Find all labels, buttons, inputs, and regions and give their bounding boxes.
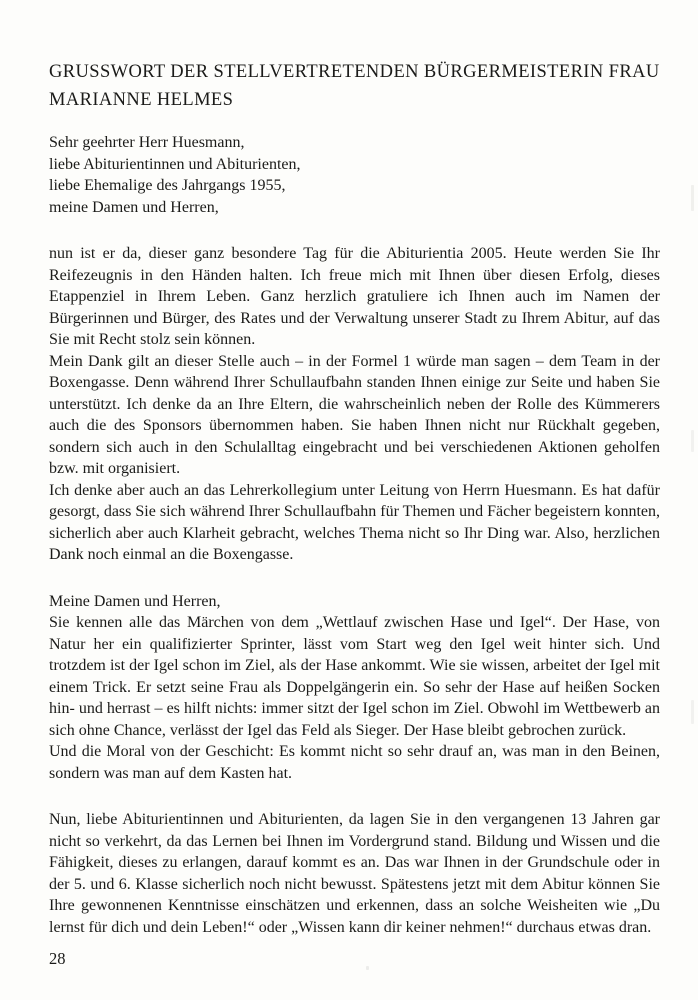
paragraph-congratulations: nun ist er da, dieser ganz besondere Tag für die Abiturientia 2005. Heute werden Sie Ihr Reifezeugnis in den Händen halten. Ich freue mich mit Ihnen über diesen Erfolg, dieses Etappenziel in Ihrem Leben. Ganz herzlich gratuliere ich Ihnen auch im Namen der Bürgerinnen und Bürger, des Rates und der Verwaltung unserer Stadt zu Ihrem Abitur, auf das Sie mit Recht stolz sein können.	[49, 245, 660, 348]
salutation-line: meine Damen und Herren,	[49, 198, 219, 216]
page-title	[49, 58, 660, 114]
body-section-fable	[49, 591, 660, 785]
scan-artifact	[691, 185, 694, 211]
scan-artifact	[366, 966, 369, 970]
salutation-block	[49, 132, 660, 218]
paragraph-closing: Nun, liebe Abiturientinnen und Abiturienten, da lagen Sie in den vergangenen 13 Jahren gar nicht so verkehrt, da das Lernen bei Ihnen im Vordergrund stand. Bildung und Wissen und die Fähigkeit, dieses zu erlangen, darauf kommt es an. Das war Ihnen in der Grundschule oder in der 5. und 6. Klasse sicherlich noch nicht bewusst. Spätestens jetzt mit dem Abitur können Sie Ihre gewonnenen Kenntnisse einschätzen und erkennen, dass an solche Weisheiten wie „Du lernst für dich und dein Leben!“ oder „Wissen kann dir keiner nehmen!“ durchaus etwas dran.	[49, 811, 660, 936]
paragraph-teachers-thanks: Ich denke aber auch an das Lehrerkollegium unter Leitung von Herrn Huesmann. Es hat dafür gesorgt, dass Sie sich während Ihrer Schullaufbahn für Themen und Fächer begeistern konnten, sicherlich aber auch Klarheit gebracht, welches Thema nicht so Ihr Ding war. Also, herzlichen Dank noch einmal an die Boxengasse.	[49, 481, 660, 563]
page-number: 28	[49, 949, 66, 968]
salutation-line: liebe Abiturientinnen und Abiturienten,	[49, 155, 301, 173]
scan-artifact	[691, 700, 694, 724]
body-section-thanks	[49, 243, 660, 566]
salutation-line: liebe Ehemalige des Jahrgangs 1955,	[49, 177, 286, 194]
scan-artifact	[691, 430, 694, 452]
body-section-closing	[49, 809, 660, 938]
paragraph-hase-igel-fable: Sie kennen alle das Märchen von dem „Wettlauf zwischen Hase und Igel“. Der Hase, von Natur her ein qualifizierter Sprinter, lässt vom Start weg den Igel weit hinter sich. Und trotzdem ist der Igel schon im Ziel, als der Hase ankommt. Wie sie wissen, arbeitet der Igel mit einem Trick. Er setzt seine Frau als Doppelgängerin ein. So sehr der Hase auf heißen Socken hin- und herrast – es hilft nichts: immer sitzt der Igel schon im Ziel. Obwohl im Wettbewerb an sich ohne Chance, verlässt der Igel das Feld als Sieger. Der Hase bleibt gebrochen zurück.	[49, 614, 660, 739]
paragraph-moral: Und die Moral von der Geschicht: Es kommt nicht so sehr drauf an, was man in den Beinen, sondern was man auf dem Kasten hat.	[49, 743, 660, 782]
salutation-line: Sehr geehrter Herr Huesmann,	[49, 134, 245, 151]
section-opening-line: Meine Damen und Herren,	[49, 592, 221, 610]
page-title-line-2: MARIANNE HELMES	[49, 90, 234, 110]
text-column	[49, 0, 660, 938]
paragraph-parents-thanks: Mein Dank gilt an dieser Stelle auch – in der Formel 1 würde man sagen – dem Team in der Boxengasse. Denn während Ihrer Schullaufbahn standen Ihnen einige zur Seite und haben Sie unterstützt. Ich denke da an Ihre Eltern, die wahrscheinlich neben der Rolle des Kümmerers auch die des Sponsors übernommen haben. Sie haben Ihnen nicht nur Rückhalt gegeben, sondern sich auch in den Schulalltag eingebracht und bei verschiedenen Aktionen geholfen bzw. mit organisiert.	[49, 352, 660, 477]
page-title-line-1: GRUSSWORT DER STELLVERTRETENDEN BÜRGERMEISTERIN FRAU	[49, 62, 660, 82]
